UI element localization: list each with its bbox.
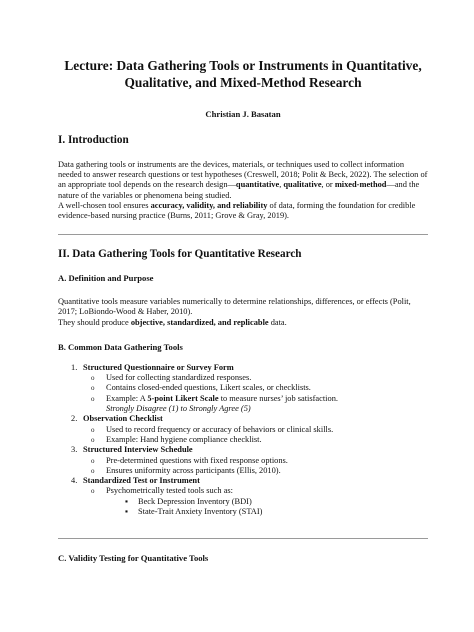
example-note: Strongly Disagree (1) to Strongly Agree (5): [106, 404, 251, 414]
sub-list: [83, 486, 428, 517]
tools-list: [58, 363, 428, 517]
section-heading-quantitative-tools: II. Data Gathering Tools for Quantitative Research: [58, 248, 302, 261]
tool-name: Standardized Test or Instrument: [83, 476, 200, 486]
list-number: 2.: [71, 414, 78, 424]
tool-name: Structured Questionnaire or Survey Form: [83, 362, 234, 372]
nested-list-item: ▪ Beck Depression Inventory (BDI): [125, 496, 252, 506]
list-number: 1.: [71, 362, 78, 372]
hollow-bullet-icon: o: [91, 394, 95, 403]
introduction-paragraph: Data gathering tools or instruments are the devices, materials, or techniques used to collect information needed to answer research questions or test hypotheses (Creswell, 2018; Polit & Beck, 2022). The selection of an appropriate tool depends on the research design—quantitative, qualitative, or mixed-method—and the nature of the variables or phenomena being studied. A well-chosen tool ensures accuracy, validity, and reliability of data, forming the foundation for credible evidence-based nursing practice (Burns, 2011; Grove & Gray, 2019).: [58, 160, 428, 221]
section-heading-introduction: I. Introduction: [58, 134, 129, 146]
sub-list: [83, 425, 428, 446]
hollow-bullet-icon: o: [91, 466, 95, 475]
sub-list-item: o Used for collecting standardized responses.: [91, 373, 252, 383]
list-number: 3.: [71, 445, 78, 455]
subheading-definition-purpose: A. Definition and Purpose: [58, 273, 154, 284]
sub-list-item: o Pre-determined questions with fixed response options.: [91, 455, 288, 465]
list-number: 4.: [71, 476, 78, 486]
sub-list-item: o Used to record frequency or accuracy of behaviors or clinical skills.: [91, 424, 334, 434]
list-item: [58, 363, 428, 414]
tool-name: Observation Checklist: [83, 414, 163, 424]
page-title: Lecture: Data Gathering Tools or Instruments in Quantitative, Qualitative, and Mixed-Method Research: [64, 58, 422, 90]
sub-list-item: o Contains closed-ended questions, Likert scales, or checklists.: [91, 383, 311, 393]
sub-list-item: o Example: A 5-point Likert Scale to measure nurses’ job satisfaction. Strongly Disagree (1) to Strongly Agree (5): [83, 394, 428, 415]
sub-list: [83, 373, 428, 414]
sub-list-item: o Example: Hand hygiene compliance checklist.: [91, 434, 262, 444]
sub-list: [83, 456, 428, 477]
list-item: [58, 476, 428, 517]
definition-paragraph: Quantitative tools measure variables numerically to determine relationships, differences, or effects (Polit, 2017; LoBiondo-Wood & Haber, 2010). They should produce objective, standardized, and replicable data.: [58, 297, 411, 327]
subheading-validity-testing: C. Validity Testing for Quantitative Tools: [58, 553, 209, 564]
subheading-common-tools: B. Common Data Gathering Tools: [58, 341, 183, 352]
nested-list: [106, 497, 428, 518]
section-divider: [58, 234, 428, 235]
list-item: [58, 414, 428, 445]
hollow-bullet-icon: o: [91, 435, 95, 444]
hollow-bullet-icon: o: [91, 384, 95, 393]
square-bullet-icon: ▪: [125, 496, 128, 506]
tool-name: Structured Interview Schedule: [83, 445, 193, 455]
sub-list-item: o Psychometrically tested tools such as: ▪ Beck Depression Inventory (BDI) ▪ State-Trait Anxiety Inventory (STAI): [83, 486, 428, 517]
hollow-bullet-icon: o: [91, 374, 95, 383]
square-bullet-icon: ▪: [125, 506, 128, 516]
section-divider: [58, 538, 428, 539]
list-item: [58, 445, 428, 476]
hollow-bullet-icon: o: [91, 487, 95, 496]
hollow-bullet-icon: o: [91, 425, 95, 434]
hollow-bullet-icon: o: [91, 456, 95, 465]
nested-list-item: ▪ State-Trait Anxiety Inventory (STAI): [125, 506, 263, 516]
sub-list-item: o Ensures uniformity across participants (Ellis, 2010).: [91, 465, 281, 475]
author-name: Christian J. Basatan: [205, 109, 281, 119]
